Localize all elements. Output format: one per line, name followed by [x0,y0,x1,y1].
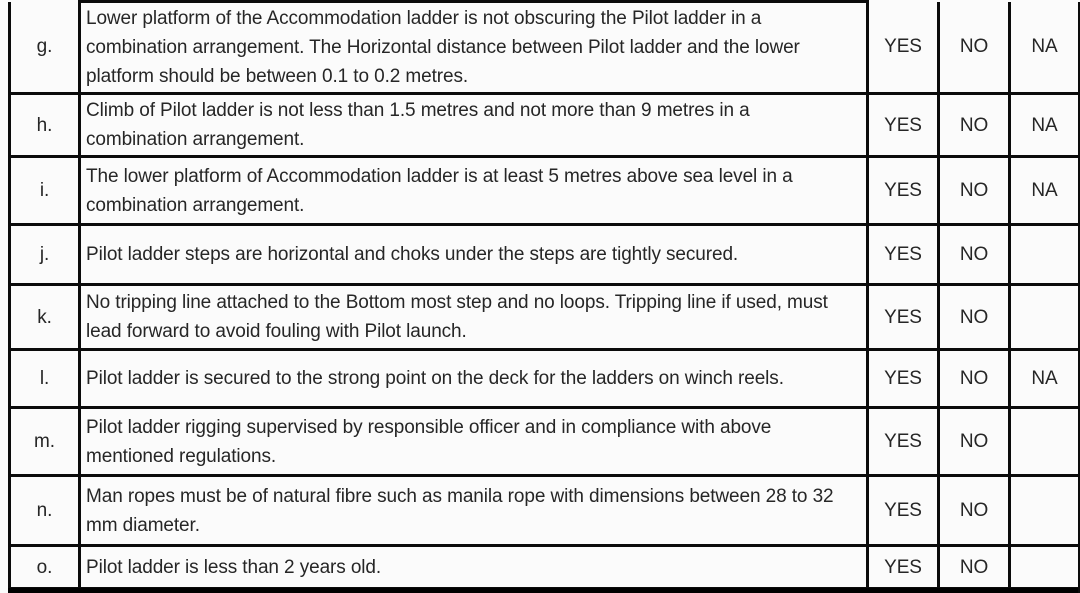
answer-na: NA [1010,157,1080,225]
answer-na: NA [1010,350,1080,408]
answer-na [1010,225,1080,285]
answer-yes: YES [868,285,939,350]
answer-yes: YES [868,94,939,157]
answer-na: NA [1010,94,1080,157]
item-letter: g. [10,2,80,94]
checklist-row-m [10,408,1080,476]
item-letter: l. [10,350,80,408]
item-letter: o. [10,546,80,589]
item-letter: j. [10,225,80,285]
item-description: Pilot ladder is less than 2 years old. [80,546,868,589]
answer-no: NO [939,225,1010,285]
answer-no: NO [939,94,1010,157]
answer-yes: YES [868,225,939,285]
answer-na [1010,476,1080,546]
item-description: The lower platform of Accommodation ladder is at least 5 metres above sea level in a combination arrangement. [80,157,868,225]
next-row-top-border [8,588,1078,593]
answer-yes: YES [868,476,939,546]
pilot-ladder-checklist-table [8,0,1080,593]
answer-na [1010,285,1080,350]
item-description: Lower platform of the Accommodation ladder is not obscuring the Pilot ladder in a combination arrangement. The Horizontal distance between Pilot ladder and the lower platform should be between 0.1 to 0.2 metres. [80,2,868,94]
answer-yes: YES [868,157,939,225]
item-letter: k. [10,285,80,350]
answer-na [1010,408,1080,476]
answer-yes: YES [868,408,939,476]
item-description: Man ropes must be of natural fibre such as manila rope with dimensions between 28 to 32 mm diameter. [80,476,868,546]
answer-yes: YES [868,546,939,589]
item-letter: n. [10,476,80,546]
answer-no: NO [939,2,1010,94]
answer-no: NO [939,476,1010,546]
item-description: No tripping line attached to the Bottom most step and no loops. Tripping line if used, must lead forward to avoid fouling with Pilot launch. [80,285,868,350]
item-letter: i. [10,157,80,225]
item-description: Pilot ladder is secured to the strong point on the deck for the ladders on winch reels. [80,350,868,408]
answer-yes: YES [868,2,939,94]
answer-yes: YES [868,350,939,408]
checklist-row-n [10,476,1080,546]
item-description: Pilot ladder steps are horizontal and choks under the steps are tightly secured. [80,225,868,285]
answer-no: NO [939,285,1010,350]
item-letter: h. [10,94,80,157]
checklist-row-i [10,157,1080,225]
checklist-row-o [10,546,1080,589]
item-description: Climb of Pilot ladder is not less than 1.5 metres and not more than 9 metres in a combination arrangement. [80,94,868,157]
answer-na [1010,546,1080,589]
item-description: Pilot ladder rigging supervised by responsible officer and in compliance with above mentioned regulations. [80,408,868,476]
item-letter: m. [10,408,80,476]
answer-no: NO [939,408,1010,476]
checklist-row-k [10,285,1080,350]
answer-no: NO [939,350,1010,408]
checklist-row-j [10,225,1080,285]
checklist-row-l [10,350,1080,408]
checklist-row-h [10,94,1080,157]
answer-na: NA [1010,2,1080,94]
checklist-row-g [10,2,1080,94]
answer-no: NO [939,546,1010,589]
answer-no: NO [939,157,1010,225]
